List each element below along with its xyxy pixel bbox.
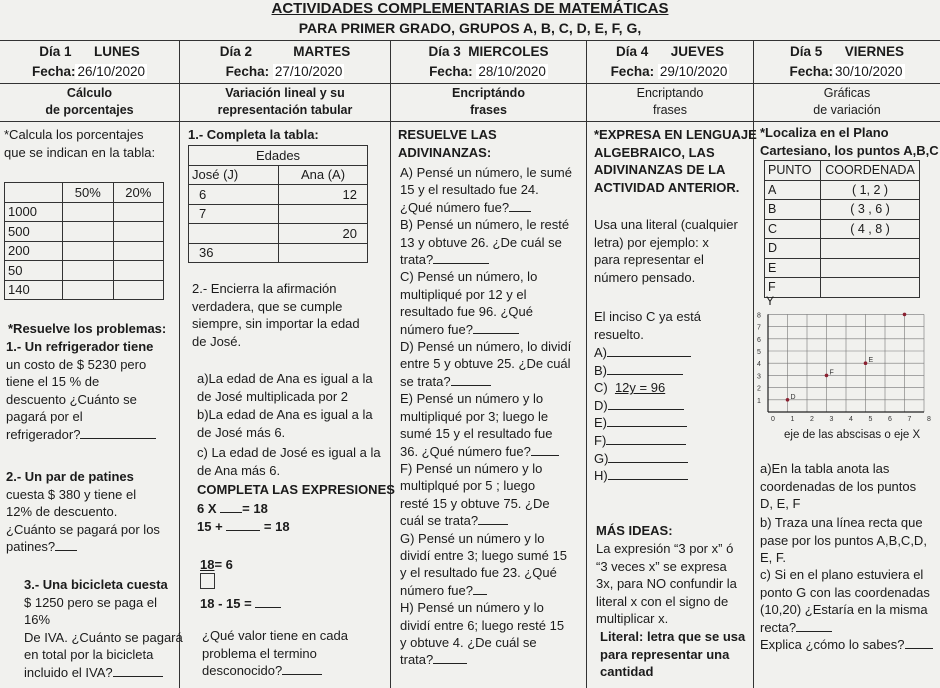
y-tick-label: 6	[757, 336, 761, 344]
x-tick-label: 3	[829, 416, 834, 423]
x-tick-label: 4	[849, 416, 853, 423]
table-instruction: 1.- Completa la tabla:	[188, 127, 319, 142]
answer-blank[interactable]	[606, 433, 686, 445]
date-label: Fecha:	[610, 64, 655, 79]
topic-line: Cálculo	[66, 86, 113, 100]
weekday: VIERNES	[844, 44, 905, 59]
date-label: Fecha:	[225, 64, 270, 79]
x-tick-label: 1	[790, 416, 795, 423]
worksheet-title: ACTIVIDADES COMPLEMENTARIAS DE MATEMÁTICAS	[271, 0, 669, 17]
answer-blank[interactable]	[509, 200, 531, 212]
answer-blank[interactable]	[478, 513, 508, 525]
option-b[interactable]: b)La edad de Ana es igual a la de José más 6.	[197, 407, 373, 440]
question-b: b) Traza una línea recta que pase por los puntos A,B,C,D, E, F.	[760, 515, 927, 566]
problem-1: 1.- Un refrigerador tiene un costo de $ 5230 pero tiene el 15 % de descuento ¿Cuánto se pagará por el refrigerador?	[6, 338, 156, 444]
expressions-title: COMPLETA LAS EXPRESIONES	[197, 482, 395, 497]
x-axis-caption: eje de las abscisas o eje X	[784, 429, 921, 441]
problems-title: *Resuelve los problemas:	[8, 321, 167, 336]
topic-line: frases	[652, 103, 688, 117]
problem-2: 2.- Un par de patines cuesta $ 380 y tiene el 12% de descuento. ¿Cuánto se pagará por los patines?	[6, 469, 160, 555]
table-row-label: 500	[5, 222, 63, 242]
y-tick-label: 7	[757, 324, 761, 332]
day-number: Día 2	[219, 44, 252, 59]
riddles-list: A) Pensé un número, le sumé 15 y el resultado fue 24. ¿Qué número fue? B) Pensé un número, le resté 13 y obtuve 26. ¿De cuál se trata? C) Pensé un número, lo multipliqué por 12 y el resultado fue 96. ¿Qué número fue? D) Pensé un número, lo dividí entre 5 y obtuve 25. ¿De cuál se trata? E) Pensé un número y lo multipliqué por 3; luego le sumé 15 y el resultado fue 36. ¿Qué número fue? F) Pensé un número y lo multiplqué por 5 ; luego resté 15 y obtuve 75. ¿De cuál se trata? G) Pensé un número y lo dividí entre 3; luego sumé 15 y el resultado fue 23. ¿Qué número fue? H) Pensé un número y lo dividí entre 6; luego resté 15 y obtuve 4. ¿De cuál se trata?	[400, 165, 572, 668]
table-row-label: 200	[5, 241, 63, 261]
y-tick-label: 3	[757, 373, 761, 381]
answer-blank[interactable]	[607, 345, 691, 357]
table-header: Ana (A)	[279, 165, 368, 185]
question-a: a)En la tabla anota las coordenadas de los puntos D, E, F	[760, 461, 917, 512]
answer-blank[interactable]	[220, 501, 242, 513]
point-label: D	[790, 393, 796, 401]
answer-blank[interactable]	[226, 519, 260, 531]
date-value: 26/10/2020	[77, 64, 146, 79]
weekday: JUEVES	[670, 44, 725, 59]
day-2-header	[180, 41, 391, 123]
weekday: MIERCOLES	[468, 44, 549, 59]
percent-instructions: *Calcula los porcentajes que se indican en la tabla:	[4, 127, 156, 160]
x-tick-label: 0	[771, 416, 775, 423]
topic-line: de porcentajes	[45, 103, 134, 117]
answer-blank[interactable]	[531, 444, 559, 456]
answer-blank[interactable]	[282, 663, 322, 675]
answer-blank[interactable]	[608, 468, 688, 480]
y-tick-label: 1	[757, 397, 761, 405]
topic-line: de variación	[813, 103, 881, 117]
day-number: Día 5	[789, 44, 823, 59]
topic-line: Variación lineal y su	[225, 86, 345, 100]
y-axis-label: Y	[766, 294, 775, 308]
x-tick-label: 2	[810, 416, 814, 423]
topic-line: Encriptando	[636, 86, 704, 100]
plot-point	[864, 361, 868, 365]
plot-point	[825, 374, 829, 378]
literal-definition: Literal: letra que se usa para representar una cantidad	[600, 629, 746, 680]
date-value: 30/10/2020	[834, 64, 903, 79]
table-header: COORDENADA	[821, 161, 920, 181]
weekday: LUNES	[94, 44, 140, 59]
day-number: Día 3	[428, 44, 461, 59]
table-row-label: 140	[5, 280, 63, 300]
algebra-answers: A) B) C) 12y = 96 D) E) F) G) H)	[594, 344, 691, 485]
table-cell	[5, 183, 63, 203]
plot-point	[903, 313, 907, 317]
answer-blank[interactable]	[607, 415, 687, 427]
topic-line: frases	[470, 103, 507, 117]
date-value: 27/10/2020	[274, 64, 343, 79]
day-5-header	[754, 41, 940, 123]
point-label: E	[868, 357, 874, 365]
literal-instruction: Usa una literal (cualquier letra) por ejemplo: x para representar el número pensado.	[594, 217, 738, 285]
unknown-term-question: ¿Qué valor tiene en cada problema el termino desconocido?	[202, 628, 348, 679]
date-label: Fecha:	[789, 64, 833, 79]
point-label: F	[829, 369, 834, 377]
resolved-note: El inciso C ya está resuelto.	[594, 309, 701, 342]
percent-table	[4, 182, 164, 300]
date-label: Fecha:	[31, 64, 76, 79]
day-number: Día 1	[39, 44, 72, 59]
answer-box[interactable]	[200, 573, 215, 589]
x-tick-label: 8	[927, 416, 931, 423]
more-ideas: La expresión “3 por x” ó “3 veces x” se expresa 3x, para NO confundir la literal x con el signo de multiplicar x.	[596, 541, 737, 627]
x-tick-label: 5	[868, 416, 873, 423]
expression-3: 18= 6	[200, 557, 233, 572]
expression-1: 6 X = 18	[197, 501, 268, 516]
plot-point	[786, 398, 790, 402]
answer-blank[interactable]	[608, 451, 688, 463]
y-tick-label: 2	[757, 385, 761, 393]
day-3-header	[391, 41, 587, 123]
riddles-heading: RESUELVE LAS ADIVINANZAS:	[398, 127, 497, 160]
date-value: 29/10/2020	[659, 64, 728, 79]
answer-blank[interactable]	[433, 652, 467, 664]
y-tick-label: 4	[757, 361, 761, 369]
x-tick-label: 7	[907, 416, 912, 423]
expression-2: 15 + = 18	[197, 519, 290, 534]
answer-blank[interactable]	[473, 322, 519, 334]
option-c[interactable]: c) La edad de José es igual a la de Ana más 6.	[197, 445, 381, 478]
table-row-label: 1000	[5, 202, 63, 222]
answer-blank[interactable]	[113, 665, 163, 677]
more-ideas-title: MÁS IDEAS:	[596, 523, 673, 538]
answer-blank[interactable]	[473, 583, 487, 595]
option-a[interactable]: a)La edad de Ana es igual a la de José multiplicada por 2	[197, 371, 373, 404]
day-4-header	[587, 41, 754, 123]
table-header: José (J)	[189, 165, 279, 185]
topic-line: Encriptándo	[452, 86, 525, 100]
answer-blank[interactable]	[55, 539, 77, 551]
answer-blank[interactable]	[451, 374, 491, 386]
answer-blank[interactable]	[255, 596, 281, 608]
answer-blank[interactable]	[608, 398, 684, 410]
answer-blank[interactable]	[80, 427, 156, 439]
worksheet-subtitle: PARA PRIMER GRADO, GRUPOS A, B, C, D, E, F, G,	[298, 20, 642, 36]
table-header: 50%	[63, 183, 114, 203]
problem-3: 3.- Una bicicleta cuesta $ 1250 pero se paga el 16% De IVA. ¿Cuánto se pagará en total por la bicicleta incluido el IVA?	[24, 577, 183, 680]
weekday: MARTES	[293, 44, 351, 59]
expression-4: 18 - 15 =	[200, 595, 281, 613]
answer-c: 12y = 96	[614, 380, 666, 396]
topic-line: representación tabular	[217, 103, 353, 117]
statement-question: 2.- Encierra la afirmación verdadera, que se cumple siempre, sin importar la edad de José.	[192, 281, 360, 349]
table-header: PUNTO	[765, 161, 821, 181]
answer-blank[interactable]	[607, 363, 683, 375]
y-tick-label: 5	[757, 349, 761, 356]
answer-blank[interactable]	[433, 252, 489, 264]
day-1-header	[0, 41, 180, 123]
table-row-label: 50	[5, 261, 63, 281]
coordinates-table: PUNTO COORDENADA A ( 1, 2 ) B ( 3 , 6 ) C ( 4 , 8 ) D E F	[764, 160, 920, 298]
topic-line: Gráficas	[823, 86, 871, 100]
ages-table: Edades José (J) Ana (A) 6 12 7 20 36	[188, 145, 368, 263]
cartesian-plane	[756, 308, 931, 423]
table-header: 20%	[113, 183, 164, 203]
algebra-heading: *EXPRESA EN LENGUAJE ALGEBRAICO, LAS ADIVINANZAS DE LA ACTIVIDAD ANTERIOR.	[594, 127, 757, 195]
date-label: Fecha:	[429, 64, 473, 79]
table-title: Edades	[189, 146, 368, 166]
answer-blank[interactable]	[905, 637, 933, 649]
schedule-header	[0, 40, 940, 122]
x-tick-label: 6	[888, 416, 892, 423]
date-value: 28/10/2020	[478, 64, 546, 79]
day-number: Día 4	[615, 44, 649, 59]
question-c: c) Si en el plano estuviera el ponto G con las coordenadas (10,20) ¿Estaría en la misma recta? Explica ¿cómo lo sabes?	[760, 566, 933, 654]
plane-heading: *Localiza en el Plano Cartesiano, los puntos A,B,C	[760, 125, 939, 158]
answer-blank[interactable]	[796, 620, 832, 632]
y-tick-label: 8	[757, 312, 761, 320]
